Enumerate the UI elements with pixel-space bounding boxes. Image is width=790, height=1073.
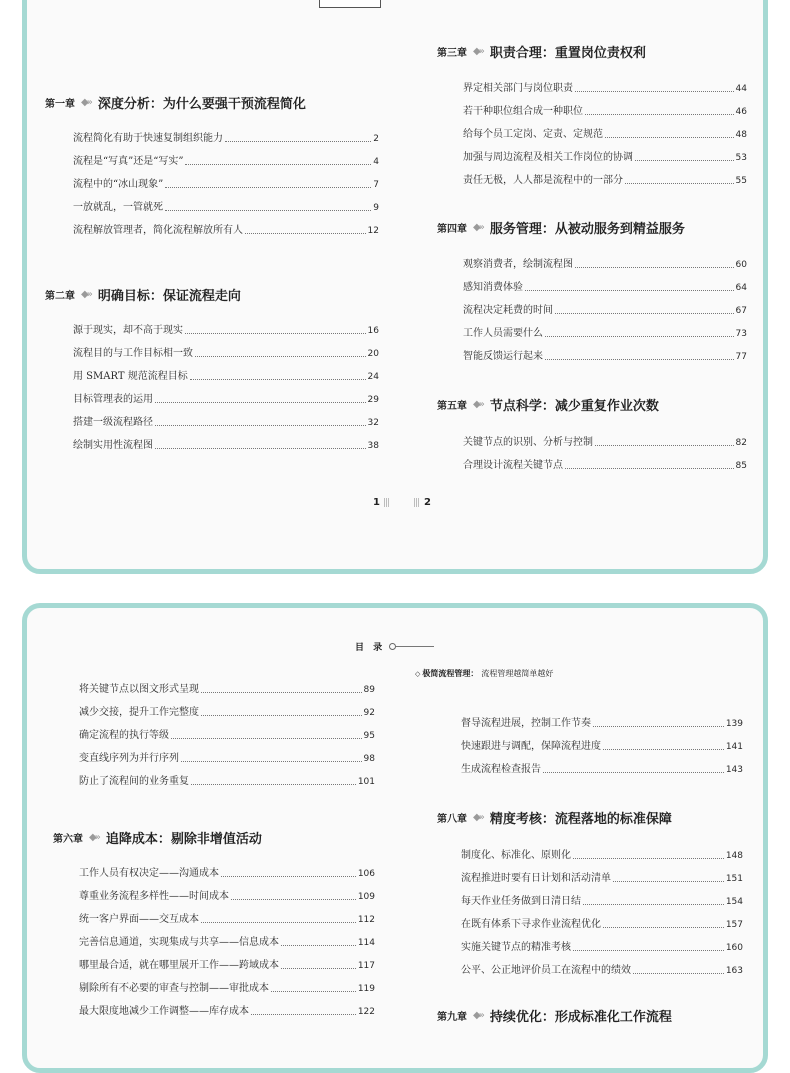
toc-entry[interactable]: 加强与周边流程及相关工作岗位的协调 53 [463, 152, 747, 163]
chapter-title: 职责合理：重置岗位责权利 [489, 46, 646, 61]
chapter-arrow-icon: ◆» [473, 46, 483, 57]
toc-entry[interactable]: 给每个员工定岗、定责、定规范 48 [463, 129, 747, 140]
toc-entry[interactable]: 生成流程检查报告 143 [461, 764, 743, 775]
chapter-entries [73, 315, 379, 453]
chapter-number: 第二章 [45, 291, 75, 302]
chapter-arrow-icon: ◆» [473, 399, 483, 410]
toc-page-bottom [22, 603, 768, 1073]
chapter-number: 第六章 [53, 834, 83, 845]
folio-bars-icon: ||| [413, 498, 420, 508]
chapter-title: 精度考核：流程落地的标准保障 [489, 812, 672, 827]
toc-entry[interactable]: 流程中的“冰山现象” 7 [73, 179, 379, 190]
chapter-arrow-icon: ◆» [81, 97, 91, 108]
toc-entry[interactable]: 目标管理表的运用 29 [73, 394, 379, 405]
chapter-arrow-icon: ◆» [81, 289, 91, 300]
page-number-right: 2 [424, 497, 431, 508]
toc-entry[interactable]: 搭建一级流程路径 32 [73, 417, 379, 428]
page-header-tab [319, 0, 381, 8]
header-rule [396, 646, 434, 647]
toc-entry[interactable]: 合理设计流程关键节点 85 [463, 460, 747, 471]
book-title: 极简流程管理： [422, 669, 479, 678]
chapter-arrow-icon: ◆» [473, 1010, 483, 1021]
chapter-entries [79, 858, 375, 1019]
toc-entry[interactable]: 一放就乱，一管就死 9 [73, 202, 379, 213]
chapter-arrow-icon: ◆» [473, 222, 483, 233]
toc-entry[interactable]: 实施关键节点的精准考核 160 [461, 942, 743, 953]
chapter-heading [437, 808, 672, 827]
chapter-heading [437, 1006, 672, 1025]
toc-entry[interactable]: 流程推进时要有日计划和活动清单 151 [461, 873, 743, 884]
toc-entry[interactable]: 流程是“写真”还是“写实” 4 [73, 156, 379, 167]
toc-entry[interactable]: 用 SMART 规范流程目标 24 [73, 371, 379, 382]
chapter-title: 追降成本：剔除非增值活动 [105, 832, 262, 847]
toc-entry[interactable]: 源于现实，却不高于现实 16 [73, 325, 379, 336]
toc-entry[interactable]: 快速跟进与调配，保障流程进度 141 [461, 741, 743, 752]
toc-entry[interactable]: 变直线序列为并行序列 98 [79, 753, 375, 764]
chapter-entries [463, 73, 747, 188]
chapter-number: 第三章 [437, 48, 467, 59]
chapter-title: 持续优化：形成标准化工作流程 [489, 1010, 672, 1025]
page-number-left: 1 [373, 497, 380, 508]
toc-entry[interactable]: 工作人员有权决定——沟通成本 106 [79, 868, 375, 879]
toc-entry[interactable]: 绘制实用性流程图 38 [73, 440, 379, 451]
chapter-heading [437, 218, 685, 237]
toc-entry[interactable]: 哪里最合适，就在哪里展开工作——跨域成本 117 [79, 960, 375, 971]
chapter-heading [45, 285, 241, 304]
book-running-header [415, 668, 553, 679]
toc-entry[interactable]: 流程解放管理者，简化流程解放所有人 12 [73, 225, 379, 236]
chapter-number: 第八章 [437, 814, 467, 825]
toc-entry[interactable]: 流程目的与工作目标相一致 20 [73, 348, 379, 359]
toc-entry[interactable]: 公平、公正地评价员工在流程中的绩效 163 [461, 965, 743, 976]
toc-entry[interactable]: 最大限度地减少工作调整——库存成本 122 [79, 1006, 375, 1017]
toc-entry[interactable]: 责任无极，人人都是流程中的一部分 55 [463, 175, 747, 186]
toc-entry[interactable]: 制度化、标准化、原则化 148 [461, 850, 743, 861]
chapter-number: 第四章 [437, 224, 467, 235]
chapter-heading [45, 93, 306, 112]
chapter-arrow-icon: ◆» [473, 812, 483, 823]
toc-entry[interactable]: 减少交接，提升工作完整度 92 [79, 707, 375, 718]
chapter-number: 第一章 [45, 99, 75, 110]
book-subtitle: 流程管理越简单越好 [481, 669, 554, 678]
toc-entry[interactable]: 若干种职位组合成一种职位 46 [463, 106, 747, 117]
toc-entry[interactable]: 剔除所有不必要的审查与控制——审批成本 119 [79, 983, 375, 994]
chapter-entries [463, 249, 747, 364]
toc-entry[interactable]: 尊重业务流程多样性——时间成本 109 [79, 891, 375, 902]
chapter-number: 第五章 [437, 401, 467, 412]
chapter-entries [463, 427, 747, 473]
chapter-title: 明确目标：保证流程走向 [97, 289, 241, 304]
toc-running-header [355, 640, 434, 653]
folio-bars-icon: ||| [383, 498, 390, 508]
chapter-number: 第九章 [437, 1012, 467, 1023]
chapter-entries [461, 708, 743, 777]
toc-entry[interactable]: 将关键节点以图文形式呈现 89 [79, 684, 375, 695]
toc-entry[interactable]: 关键节点的识别、分析与控制 82 [463, 437, 747, 448]
chapter-heading [437, 395, 659, 414]
chapter-heading [437, 42, 646, 61]
diamond-icon: ◇ [415, 669, 421, 678]
toc-entry[interactable]: 观察消费者，绘制流程图 60 [463, 259, 747, 270]
chapter-title: 节点科学：减少重复作业次数 [489, 399, 659, 414]
toc-entry[interactable]: 确定流程的执行等级 95 [79, 730, 375, 741]
chapter-entries [73, 123, 379, 238]
chapter-arrow-icon: ◆» [89, 832, 99, 843]
toc-entry[interactable]: 感知消费体验 64 [463, 282, 747, 293]
toc-entry[interactable]: 防止了流程间的业务重复 101 [79, 776, 375, 787]
toc-page-top [22, 0, 768, 574]
toc-entry[interactable]: 每天作业任务做到日清日结 154 [461, 896, 743, 907]
toc-entry[interactable]: 在既有体系下寻求作业流程优化 157 [461, 919, 743, 930]
chapter-title: 服务管理：从被动服务到精益服务 [489, 222, 685, 237]
chapter-entries [79, 674, 375, 789]
chapter-heading [53, 828, 262, 847]
toc-entry[interactable]: 督导流程进展，控制工作节奏 139 [461, 718, 743, 729]
toc-entry[interactable]: 完善信息通道，实现集成与共享——信息成本 114 [79, 937, 375, 948]
chapter-entries [461, 840, 743, 978]
toc-entry[interactable]: 界定相关部门与岗位职责 44 [463, 83, 747, 94]
toc-header-label: 目 录 [355, 643, 386, 653]
toc-entry[interactable]: 流程简化有助于快速复制组织能力 2 [73, 133, 379, 144]
ring-icon [389, 643, 396, 650]
chapter-title: 深度分析：为什么要强干预流程简化 [97, 97, 306, 112]
toc-entry[interactable]: 流程决定耗费的时间 67 [463, 305, 747, 316]
toc-entry[interactable]: 统一客户界面——交互成本 112 [79, 914, 375, 925]
toc-entry[interactable]: 智能反馈运行起来 77 [463, 351, 747, 362]
toc-entry[interactable]: 工作人员需要什么 73 [463, 328, 747, 339]
